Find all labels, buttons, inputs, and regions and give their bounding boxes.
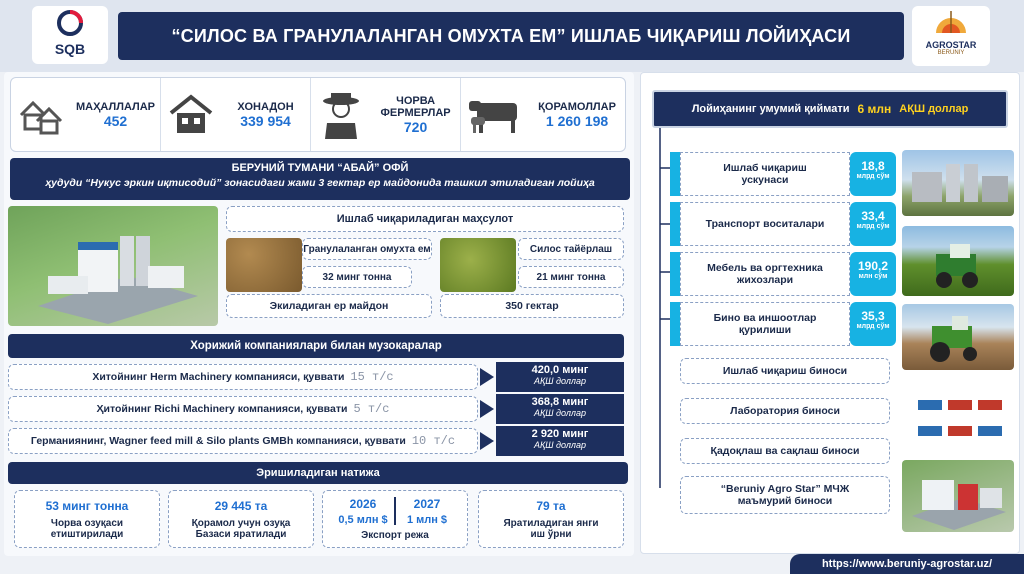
arrow-icon [480, 368, 494, 386]
partner-row [8, 428, 478, 454]
cost-item-amount [850, 302, 896, 346]
equipment-photo [902, 150, 1014, 216]
cost-unit-label: млрд сўм [856, 173, 890, 180]
region-subtitle: ҳудуди “Нукус эркин иқтисодий” зонасидаги жами 3 гектар ер майдонида ташкил этиладиган лойиҳа [45, 177, 595, 189]
product-item-value: 21 минг тонна [536, 271, 606, 283]
cost-banner [652, 90, 1008, 128]
granules-image [226, 238, 302, 292]
land-label: Экиладиган ер майдон [269, 300, 389, 312]
cost-item [670, 152, 896, 196]
partner-unit: АҚШ доллар [533, 440, 587, 450]
cost-item-amount [850, 152, 896, 196]
result-item [14, 490, 160, 548]
result-value: 53 минг тонна [45, 499, 129, 513]
result-label: Қорамол учун озуқа Базаси яратилади [191, 518, 291, 540]
partners-banner [8, 334, 624, 358]
result-label: Яратиладиган янги иш ўрни [503, 518, 599, 540]
land-label-box [226, 294, 432, 318]
product-item-silage-value [518, 266, 624, 288]
product-header [226, 206, 624, 232]
partner-capacity: 15 т/с [350, 370, 394, 384]
land-value-box [440, 294, 624, 318]
cost-unit-label: млрд сўм [856, 223, 890, 230]
cost-item-name: Транспорт воситалари [705, 218, 825, 230]
cost-item-side [670, 202, 680, 246]
logo-left-text: SQB [54, 41, 86, 57]
result-label: Чорва озуқаси етиштирилади [50, 518, 124, 540]
partner-amount-box [496, 426, 624, 456]
product-item-granules-value [302, 266, 412, 288]
houses-icon [17, 91, 65, 139]
partner-text: Германиянинг, Wagner feed mill & Silo plants GMBh компанияси, қуввати [30, 435, 406, 447]
product-item-silage [518, 238, 624, 260]
logo-right [912, 6, 990, 66]
region-title: БЕРУНИЙ ТУМАНИ “АБАЙ” ОФЙ [231, 162, 409, 174]
partner-amount: 420,0 минг [531, 364, 589, 376]
machinery-photo [912, 392, 1008, 448]
building-item [680, 398, 890, 424]
cost-item-amount [850, 202, 896, 246]
result-item [168, 490, 314, 548]
stat-value: 452 [103, 112, 128, 129]
stat-mahallas [11, 78, 161, 151]
export-year: 2027 [413, 497, 441, 511]
results-banner [8, 462, 628, 484]
cost-unit-label: млн сўм [858, 273, 888, 280]
stat-value: 1 260 198 [545, 112, 609, 129]
building-label: Ишлаб чиқариш биноси [722, 365, 848, 377]
stat-label: МАҲАЛЛАЛАР [75, 100, 156, 113]
export-year: 2026 [349, 497, 377, 511]
building-item [680, 358, 890, 384]
export-value: 0,5 млн $ [338, 514, 388, 526]
sqb-logo-icon [57, 10, 83, 36]
cost-item-name: Мебель ва оргтехника жихозлари [707, 262, 823, 286]
complex-render-photo [902, 460, 1014, 532]
sun-wheat-icon [934, 9, 968, 35]
cost-item-name: Ишлаб чиқариш ускунаси [723, 162, 807, 186]
cost-unit: АҚШ доллар [899, 103, 969, 115]
page-title: “СИЛОС ВА ГРАНУЛАЛАНГАН ОМУХТА ЕМ” ИШЛАБ ЧИҚАРИШ ЛОЙИҲАСИ [171, 25, 851, 46]
cost-item-side [670, 302, 680, 346]
land-value: 350 гектар [505, 300, 559, 312]
cost-value: 6 млн [857, 102, 892, 116]
cost-amount: 190,2 [857, 259, 889, 273]
partners-title: Хорижий компаниялари билан музокаралар [190, 340, 442, 352]
logo-right-text: AGROSTAR [925, 40, 977, 50]
partner-amount: 368,8 минг [531, 396, 589, 408]
footer-bar [790, 554, 1024, 574]
results-title: Эришиладиган натижа [256, 467, 380, 479]
cost-item [670, 202, 896, 246]
partner-amount: 2 920 минг [531, 428, 589, 440]
product-item-granules [302, 238, 432, 260]
partner-unit: АҚШ доллар [533, 408, 587, 418]
stat-label: ХОНАДОН [237, 100, 294, 113]
stat-value: 720 [403, 118, 428, 135]
logo-right-sub: BERUNIY [937, 50, 965, 56]
stat-farmers [311, 78, 461, 151]
product-item-value: 32 минг тонна [322, 271, 392, 283]
partner-capacity: 5 т/с [353, 402, 390, 416]
product-item-label: Силос тайёрлаш [529, 243, 613, 255]
export-value: 1 млн $ [406, 514, 448, 526]
partner-row [8, 396, 478, 422]
building-item [680, 438, 890, 464]
partner-row [8, 364, 478, 390]
cost-item-side [670, 252, 680, 296]
result-value: 29 445 та [214, 499, 268, 513]
partner-amount-box [496, 394, 624, 424]
cost-item [670, 252, 896, 296]
stats-row [10, 77, 626, 152]
cost-item-name: Бино ва иншоотлар қурилиши [713, 312, 817, 336]
cattle-icon [465, 95, 525, 135]
partner-unit: АҚШ доллар [533, 376, 587, 386]
partner-text: Хитойнинг Herm Machinery компанияси, қуввати [92, 371, 345, 383]
stat-label: ҚОРАМОЛЛАР [538, 100, 616, 113]
region-banner [10, 158, 630, 200]
tractor-photo [902, 304, 1014, 370]
arrow-icon [480, 432, 494, 450]
cost-amount: 18,8 [861, 159, 885, 173]
plant-render-image [8, 206, 218, 326]
logo-left [32, 6, 108, 64]
cost-item [670, 302, 896, 346]
product-header-label: Ишлаб чиқариладиган маҳсулот [336, 213, 514, 225]
harvester-photo [902, 226, 1014, 296]
cost-label: Лойиҳанинг умумий қиймати [691, 103, 850, 115]
stat-label: ЧОРВА ФЕРМЕРЛАР [380, 94, 451, 119]
product-item-label: Гранулаланган омухта ем [303, 243, 431, 255]
cost-unit-label: млрд сўм [856, 323, 890, 330]
cost-amount: 35,3 [861, 309, 885, 323]
cost-item-side [670, 152, 680, 196]
building-item [680, 476, 890, 514]
footer-url[interactable]: https://www.beruniy-agrostar.uz/ [821, 558, 993, 570]
stat-value: 339 954 [240, 112, 291, 129]
partner-capacity: 10 т/с [411, 434, 456, 448]
stat-cattle [461, 78, 625, 151]
house-icon [167, 91, 215, 139]
farmer-icon [317, 89, 365, 141]
stat-households [161, 78, 311, 151]
partner-amount-box [496, 362, 624, 392]
arrow-icon [480, 400, 494, 418]
building-label: Лаборатория биноси [730, 405, 840, 417]
cost-item-amount [850, 252, 896, 296]
result-value: 79 та [536, 499, 566, 513]
partner-text: Ҳитойнинг Richi Machinery компанияси, қуввати [96, 403, 348, 415]
building-label: Қадоқлаш ва сақлаш биноси [710, 445, 860, 457]
page-title-bar [118, 12, 904, 60]
export-label: Экспорт режа [361, 530, 429, 541]
result-export [322, 490, 468, 548]
building-label: “Beruniy Agro Star” МЧЖ маъмурий биноси [720, 483, 850, 507]
cost-amount: 33,4 [861, 209, 885, 223]
silage-image [440, 238, 516, 292]
result-item [478, 490, 624, 548]
